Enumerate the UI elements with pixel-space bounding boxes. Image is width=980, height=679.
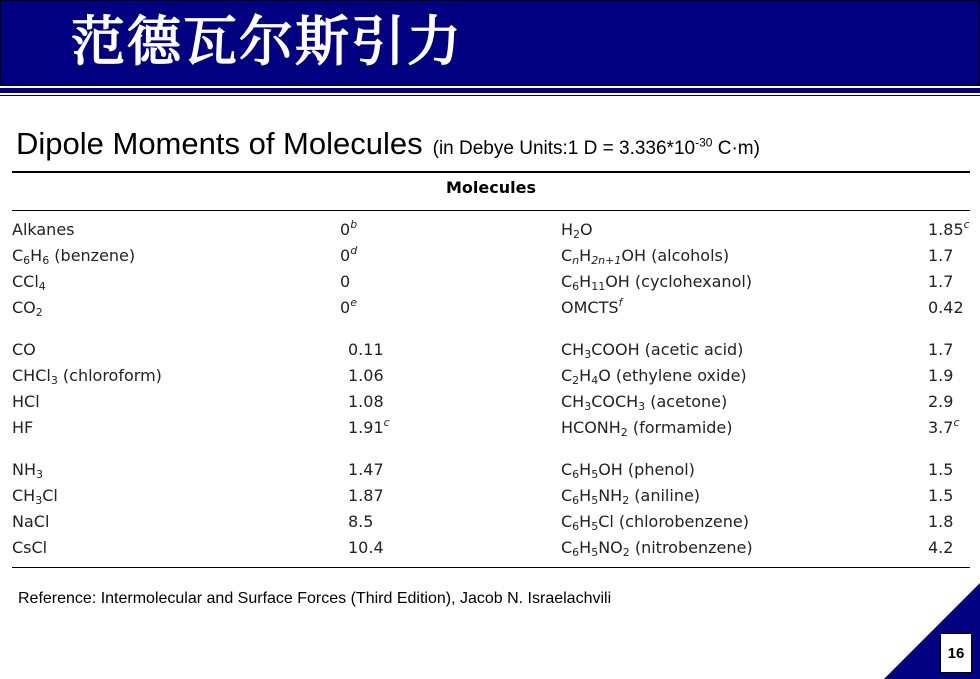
name-text: H — [561, 220, 574, 239]
value-text: 0 — [340, 298, 351, 317]
name-text: CO — [12, 340, 36, 359]
name-text: HCONH — [561, 418, 621, 437]
dipole-value — [340, 245, 357, 267]
dipole-value — [928, 271, 953, 293]
name-text: NH — [12, 460, 36, 479]
name-text: H — [579, 246, 592, 265]
dipole-value — [348, 511, 373, 533]
dipole-value — [348, 485, 384, 507]
name-text: C — [561, 538, 573, 557]
name-text: OH (phenol) — [598, 460, 695, 479]
subscript: 2 — [572, 374, 580, 387]
dipole-value — [348, 365, 384, 387]
dipole-value — [348, 417, 390, 439]
value-text: 10.4 — [348, 538, 384, 557]
dipole-value — [928, 339, 953, 361]
value-text: 0 — [340, 246, 351, 265]
subscript: 3 — [36, 468, 43, 481]
subscript: 3 — [50, 374, 58, 387]
name-text: OH (cyclohexanol) — [605, 272, 753, 291]
value-text: 1.47 — [348, 460, 384, 479]
molecule-name — [561, 391, 727, 413]
molecule-name — [561, 271, 752, 293]
dipole-value — [348, 459, 384, 481]
dipole-value — [348, 537, 384, 559]
name-text: HF — [12, 418, 34, 437]
subscript: 2 — [622, 546, 630, 559]
footnote-mark: c — [383, 416, 390, 429]
name-text: OMCTS — [561, 298, 619, 317]
value-text: 8.5 — [348, 512, 374, 531]
name-text: H — [579, 486, 592, 505]
name-text: C — [561, 272, 573, 291]
name-text: Cl (chlorobenzene) — [598, 512, 749, 531]
value-text: 1.08 — [348, 392, 384, 411]
name-text: CsCl — [12, 538, 48, 557]
name-text: O (ethylene oxide) — [598, 366, 747, 385]
name-text: C — [12, 246, 24, 265]
subscript: 6 — [42, 254, 50, 267]
subscript: 5 — [591, 520, 599, 533]
name-text: OH (alcohols) — [621, 246, 730, 265]
name-text: CO — [12, 298, 36, 317]
name-text: H — [30, 246, 43, 265]
table-top-rule — [12, 171, 970, 173]
molecule-name — [561, 365, 747, 387]
subscript: 5 — [591, 494, 599, 507]
name-text: C — [561, 486, 573, 505]
footnote-mark: d — [350, 244, 358, 257]
dipole-value — [348, 339, 384, 361]
molecule-name — [561, 297, 622, 319]
value-text: 0 — [340, 272, 351, 291]
subscript: 6 — [23, 254, 31, 267]
subscript: 4 — [591, 374, 599, 387]
molecule-name — [12, 365, 162, 387]
value-text: 0.11 — [348, 340, 384, 359]
footnote-mark: b — [350, 218, 358, 231]
section-heading — [16, 126, 760, 162]
value-text: 2.9 — [928, 392, 954, 411]
dipole-value — [928, 459, 953, 481]
heading-main: Dipole Moments of Molecules — [16, 126, 423, 161]
subscript: 2 — [573, 228, 581, 241]
name-text: H — [579, 366, 592, 385]
name-text: CH — [12, 486, 36, 505]
divider-thin — [0, 95, 980, 96]
name-text: C — [561, 512, 573, 531]
dipole-value — [928, 219, 970, 241]
name-text: CH — [561, 340, 585, 359]
subscript: 6 — [572, 520, 580, 533]
name-text: COOH (acetic acid) — [591, 340, 744, 359]
dipole-value — [348, 391, 384, 413]
units-suffix: C·m) — [712, 138, 760, 159]
title-banner — [0, 0, 980, 86]
units-prefix: (in Debye Units:1 D = 3.336*10 — [432, 138, 696, 159]
page-number: 16 — [940, 633, 972, 673]
subscript: 3 — [638, 400, 646, 413]
subscript: 5 — [591, 468, 599, 481]
value-text: 0.42 — [928, 298, 964, 317]
value-text: 1.87 — [348, 486, 384, 505]
molecule-name — [12, 339, 36, 361]
name-text: CHCl — [12, 366, 51, 385]
subscript: 6 — [572, 468, 580, 481]
dipole-value — [928, 537, 953, 559]
molecule-name — [561, 417, 733, 439]
name-text: C — [561, 460, 573, 479]
name-text: (aniline) — [629, 486, 701, 505]
dipole-value — [340, 271, 350, 293]
units-exponent: -30 — [695, 135, 713, 150]
molecule-name — [12, 459, 43, 481]
molecule-name — [561, 485, 700, 507]
subscript: 2n+1 — [591, 254, 622, 267]
subscript: 6 — [572, 280, 580, 293]
name-text: (nitrobenzene) — [629, 538, 753, 557]
name-text: Alkanes — [12, 220, 75, 239]
name-text: H — [579, 460, 592, 479]
reference-text: Reference: Intermolecular and Surface Forces (Third Edition), Jacob N. Israelachvili — [18, 590, 612, 607]
footnote-mark: c — [953, 416, 960, 429]
molecule-name — [12, 537, 47, 559]
value-text: 1.5 — [928, 486, 954, 505]
value-text: 1.85 — [928, 220, 964, 239]
dipole-value — [928, 365, 953, 387]
subscript: 3 — [584, 348, 592, 361]
subscript: 2 — [622, 494, 630, 507]
molecule-name — [561, 245, 729, 267]
name-text: (acetone) — [645, 392, 728, 411]
heading-units — [432, 135, 760, 159]
value-text: 4.2 — [928, 538, 954, 557]
subscript: 5 — [591, 546, 599, 559]
molecule-name — [561, 511, 749, 533]
value-text: 1.06 — [348, 366, 384, 385]
footnote-mark: e — [350, 296, 357, 309]
molecule-name — [12, 485, 58, 507]
name-text: (formamide) — [627, 418, 733, 437]
value-text: 3.7 — [928, 418, 954, 437]
dipole-value — [340, 219, 357, 241]
dipole-value — [928, 485, 953, 507]
value-text: 1.7 — [928, 246, 954, 265]
table-bottom-rule — [12, 567, 970, 568]
table-column-header: Molecules — [446, 178, 536, 197]
value-text: 1.8 — [928, 512, 954, 531]
molecule-name — [12, 245, 135, 267]
subscript: 4 — [38, 280, 46, 293]
name-text: CCl — [12, 272, 39, 291]
value-text: 1.91 — [348, 418, 384, 437]
value-text: 1.7 — [928, 272, 954, 291]
molecule-name — [561, 219, 593, 241]
name-text: C — [561, 366, 573, 385]
name-text: C — [561, 246, 573, 265]
molecule-name — [12, 417, 33, 439]
subscript: 3 — [35, 494, 43, 507]
molecule-name — [12, 271, 46, 293]
molecule-name — [561, 339, 743, 361]
name-text: NaCl — [12, 512, 50, 531]
name-text: H — [579, 538, 592, 557]
dipole-value — [928, 417, 960, 439]
name-text: HCl — [12, 392, 40, 411]
subscript: 6 — [572, 494, 580, 507]
table-header-rule — [12, 210, 970, 211]
molecule-name — [12, 297, 43, 319]
dipole-value — [928, 297, 964, 319]
subscript: n — [572, 254, 580, 267]
value-text: 1.7 — [928, 340, 954, 359]
subscript: 2 — [620, 426, 628, 439]
name-text: H — [579, 512, 592, 531]
value-text: 1.9 — [928, 366, 954, 385]
value-text: 1.5 — [928, 460, 954, 479]
subscript: 2 — [35, 306, 43, 319]
name-text: H — [579, 272, 592, 291]
subscript: 11 — [591, 280, 606, 293]
name-text: NH — [598, 486, 623, 505]
name-text: COCH — [591, 392, 639, 411]
name-text: (chloroform) — [57, 366, 162, 385]
footnote-mark: f — [618, 296, 623, 309]
divider-thick — [0, 88, 980, 93]
slide-title: 范德瓦尔斯引力 — [71, 10, 463, 73]
footnote-mark: c — [963, 218, 970, 231]
molecule-name — [12, 391, 40, 413]
value-text: 0 — [340, 220, 351, 239]
molecule-name — [561, 459, 695, 481]
molecule-name — [12, 219, 75, 241]
subscript: 3 — [584, 400, 592, 413]
name-text: O — [580, 220, 593, 239]
dipole-value — [340, 297, 357, 319]
subscript: 6 — [572, 546, 580, 559]
molecule-name — [12, 511, 49, 533]
dipole-value — [928, 391, 953, 413]
dipole-value — [928, 511, 953, 533]
molecule-name — [561, 537, 753, 559]
name-text: NO — [598, 538, 623, 557]
name-text: Cl — [42, 486, 58, 505]
dipole-value — [928, 245, 953, 267]
name-text: CH — [561, 392, 585, 411]
name-text: (benzene) — [49, 246, 136, 265]
